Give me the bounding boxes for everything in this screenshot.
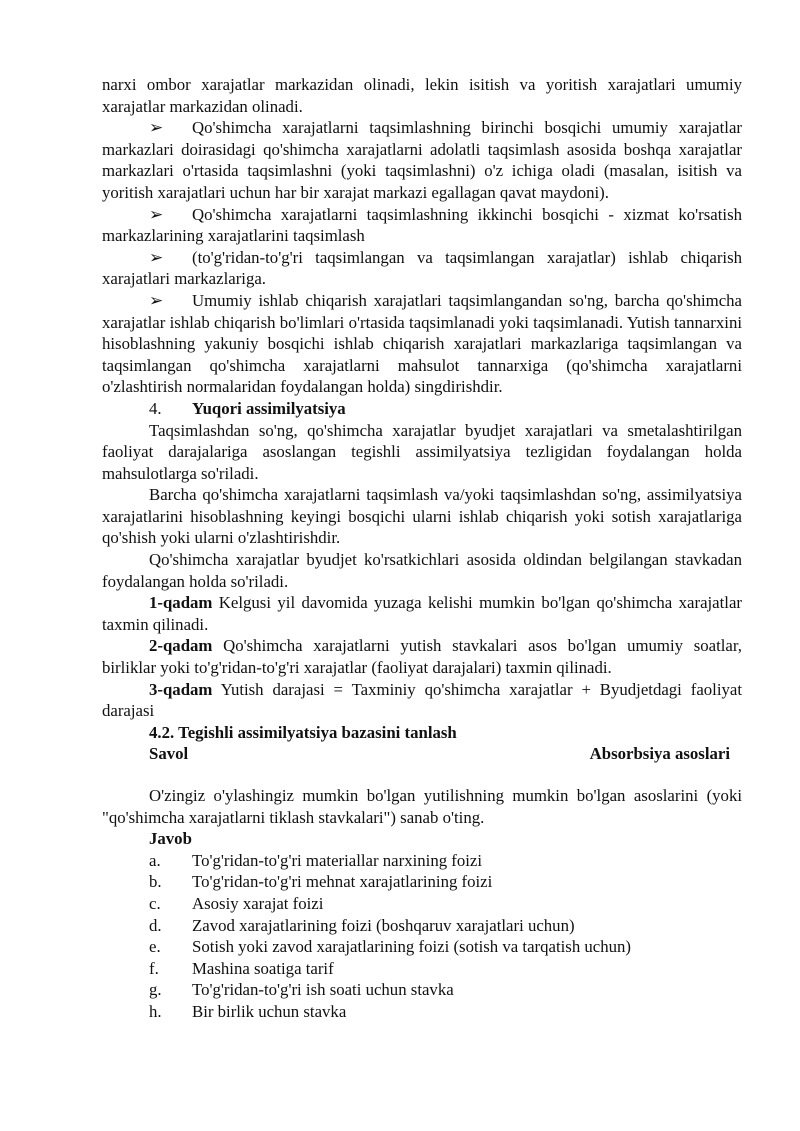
- question-text: O'zingiz o'ylashingiz mumkin bo'lgan yutilishning mumkin bo'lgan asoslarini (yoki "qo'shimcha xarajatlarni tiklash stavkalari") sanab o'ting.: [102, 786, 742, 827]
- answer-item: [102, 936, 742, 958]
- bullet-text: (to'g'ridan-to'g'ri taqsimlangan va taqsimlangan xarajatlar) ishlab chiqarish xarajatlari markazlariga.: [102, 247, 742, 289]
- savol-label: Savol: [149, 744, 189, 764]
- answer-text: To'g'ridan-to'g'ri mehnat xarajatlarining foizi: [192, 872, 493, 892]
- step-label: 3-qadam: [149, 679, 213, 699]
- arrow-bullet-icon: ➢: [149, 247, 164, 267]
- section-heading: [102, 398, 742, 420]
- section-number: 4.: [149, 398, 162, 418]
- subsection-heading: 4.2. Tegishli assimilyatsiya bazasini tanlash: [149, 722, 457, 742]
- answer-letter: c.: [149, 893, 161, 913]
- answer-item: [102, 915, 742, 937]
- document-page: [102, 74, 742, 1023]
- answer-item: [102, 1001, 742, 1023]
- bullet-item: [102, 204, 742, 247]
- paragraph: Qo'shimcha xarajatlar byudjet ko'rsatkichlari asosida oldindan belgilangan stavkadan foydalangan holda so'riladi.: [102, 550, 742, 591]
- answer-text: Mashina soatiga tarif: [192, 958, 334, 978]
- step-2: [102, 635, 742, 678]
- answer-item: [102, 979, 742, 1001]
- step-label: 1-qadam: [149, 593, 213, 613]
- answer-text: Bir birlik uchun stavka: [192, 1001, 347, 1021]
- answer-list: [102, 850, 742, 1023]
- arrow-bullet-icon: ➢: [149, 204, 164, 224]
- bullet-text: Umumiy ishlab chiqarish xarajatlari taqsimlangandan so'ng, barcha qo'shimcha xarajatlar ishlab chiqarish bo'limlari o'rtasida taqsimlanadi yoki taqsimlanadi. Yutish tannarxini hisoblashning yakuniy bosqichi ishlab chiqarish xarajatlari markazlariga taqsimlangan va taqsimlangan qo'shimcha xarajatlarni mahsulot tannarxiga (qo'shimcha xarajatlarni o'zlashtirish normalaridan foydalangan holda) singdirishdir.: [102, 290, 742, 397]
- bullet-item: [102, 247, 742, 290]
- section-title: Yuqori assimilyatsiya: [192, 398, 346, 418]
- answer-letter: a.: [149, 850, 161, 870]
- answer-item: [102, 893, 742, 915]
- arrow-bullet-icon: ➢: [149, 290, 164, 310]
- step-1: [102, 592, 742, 635]
- bullet-item: [102, 290, 742, 398]
- bullet-item: [102, 117, 742, 203]
- step-label: 2-qadam: [149, 636, 213, 656]
- paragraph: Barcha qo'shimcha xarajatlarni taqsimlash va/yoki taqsimlashdan so'ng, assimilyatsiya xarajatlarini hisoblashning keyingi bosqichi ularni ishlab chiqarish yoki sotish xarajatlariga qo'shish yoki ularni o'zlashtirishdir.: [102, 485, 742, 548]
- step-text: Kelgusi yil davomida yuzaga kelishi mumkin bo'lgan qo'shimcha xarajatlar taxmin qilinadi.: [102, 593, 742, 634]
- absorbsiya-label: Absorbsiya asoslari: [589, 744, 730, 764]
- bullet-text: Qo'shimcha xarajatlarni taqsimlashning ikkinchi bosqichi - xizmat ko'rsatish markazlarining xarajatlarini taqsimlash: [102, 204, 742, 246]
- paragraph: Taqsimlashdan so'ng, qo'shimcha xarajatlar byudjet xarajatlari va smetalashtirilgan faoliyat darajalariga asoslangan tegishli assimilyatsiya tezligidan foydalangan holda mahsulotlarga so'riladi.: [102, 420, 742, 483]
- answer-letter: g.: [149, 980, 162, 1000]
- answer-text: Sotish yoki zavod xarajatlarining foizi (sotish va tarqatish uchun): [192, 937, 632, 957]
- arrow-bullet-icon: ➢: [149, 118, 164, 138]
- step-text: Qo'shimcha xarajatlarni yutish stavkalari asos bo'lgan umumiy soatlar, birliklar yoki to'g'ridan-to'g'ri xarajatlar (faoliyat darajalari) taxmin qilinadi.: [102, 636, 742, 678]
- answer-letter: e.: [149, 937, 161, 957]
- answer-item: [102, 958, 742, 980]
- step-text: Yutish darajasi = Taxminiy qo'shimcha xarajatlar + Byudjetdagi faoliyat darajasi: [102, 679, 742, 721]
- answer-text: To'g'ridan-to'g'ri ish soati uchun stavka: [192, 980, 454, 1000]
- answer-item: [102, 850, 742, 872]
- bullet-text: Qo'shimcha xarajatlarni taqsimlashning birinchi bosqichi umumiy xarajatlar markazlari doirasidagi qo'shimcha xarajatlarni adolatli taqsimlash asosida boshqa xarajatlar markazlari o'rtasida taqsimlashni (yoki taqsimlashni) o'z ichiga oladi (masalan, isitish va yoritish xarajatlari uchun har bir xarajat markazi egallagan qavat maydoni).: [102, 118, 742, 202]
- question-header-row: [102, 743, 742, 765]
- answer-text: Asosiy xarajat foizi: [192, 893, 324, 913]
- step-3: [102, 679, 742, 722]
- answer-item: [102, 871, 742, 893]
- answer-letter: f.: [149, 958, 159, 978]
- answer-letter: b.: [149, 872, 162, 892]
- spacer: [102, 765, 742, 785]
- answer-letter: h.: [149, 1001, 162, 1021]
- javob-label: Javob: [149, 829, 192, 849]
- answer-letter: d.: [149, 915, 162, 935]
- answer-text: Zavod xarajatlarining foizi (boshqaruv xarajatlari uchun): [192, 915, 575, 935]
- answer-text: To'g'ridan-to'g'ri materiallar narxining foizi: [192, 850, 483, 870]
- paragraph-intro: narxi ombor xarajatlar markazidan olinadi, lekin isitish va yoritish xarajatlari umumiy xarajatlar markazidan olinadi.: [102, 75, 742, 116]
